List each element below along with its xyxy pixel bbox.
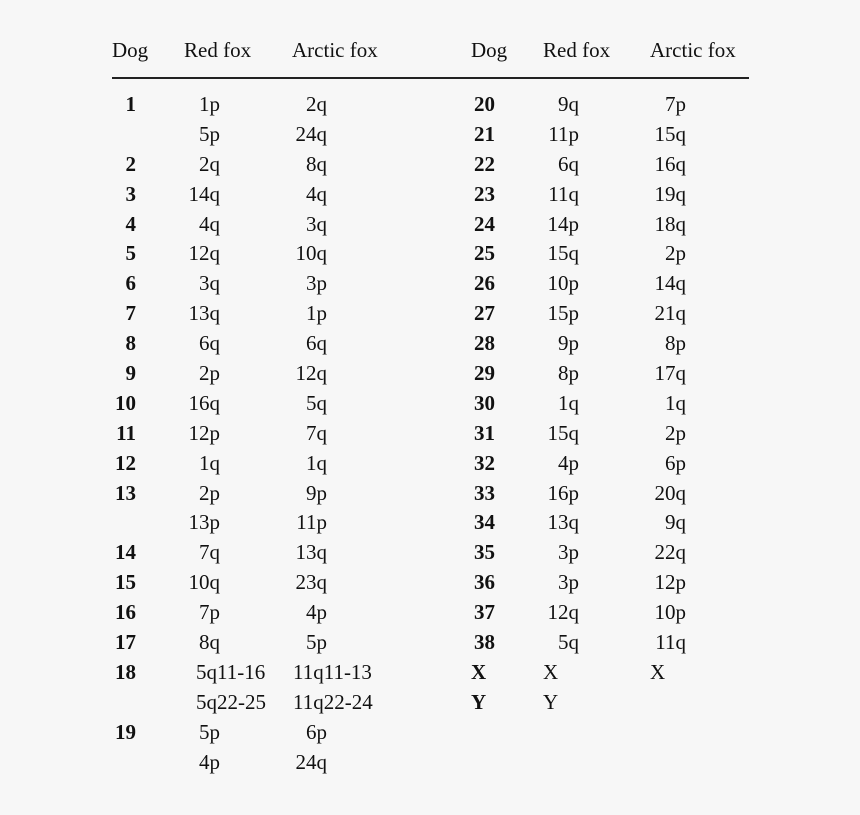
red-fox-chromosome: 2p — [199, 361, 220, 386]
table-row — [0, 329, 860, 359]
dog-chromosome: 14 — [115, 540, 136, 565]
table-row — [0, 449, 860, 479]
red-fox-chromosome: 16q — [188, 390, 220, 415]
red-fox-chromosome: 2q — [199, 151, 220, 176]
dog-chromosome: X — [471, 659, 487, 684]
table-row — [0, 419, 860, 449]
dog-chromosome: 35 — [474, 540, 495, 565]
red-fox-chromosome: 13q — [188, 301, 220, 326]
red-fox-chromosome: 12p — [188, 420, 220, 445]
arctic-fox-chromosome: 17q — [654, 361, 686, 386]
red-fox-chromosome: 15q — [547, 420, 579, 445]
arctic-fox-chromosome: 19q — [654, 181, 686, 206]
arctic-fox-chromosome: 6p — [306, 719, 327, 744]
dog-chromosome: 4 — [125, 211, 136, 236]
dog-chromosome: 13 — [115, 480, 136, 505]
red-fox-chromosome: 5q11-16 — [196, 659, 266, 684]
table-row — [0, 120, 860, 150]
dog-chromosome: 18 — [115, 659, 136, 684]
header-rule — [112, 77, 749, 79]
dog-chromosome: 12 — [115, 450, 136, 475]
dog-chromosome: 33 — [474, 480, 495, 505]
dog-chromosome: 6 — [125, 271, 136, 296]
red-fox-chromosome: 9p — [558, 331, 579, 356]
red-fox-chromosome: 8p — [558, 361, 579, 386]
table-row — [0, 299, 860, 329]
red-fox-chromosome: 3q — [199, 271, 220, 296]
red-fox-chromosome: 10q — [188, 570, 220, 595]
red-fox-chromosome: Y — [543, 689, 559, 714]
red-fox-chromosome: 6q — [199, 331, 220, 356]
dog-chromosome: 1 — [125, 92, 136, 116]
red-fox-chromosome: 3p — [558, 570, 579, 595]
arctic-fox-chromosome: 1q — [665, 390, 686, 415]
arctic-fox-chromosome: 11q — [655, 630, 686, 655]
dog-chromosome: 37 — [474, 600, 495, 625]
red-fox-chromosome: 12q — [188, 241, 220, 266]
dog-chromosome: 26 — [474, 271, 495, 296]
arctic-fox-chromosome: 23q — [295, 570, 327, 595]
red-fox-chromosome: 4p — [558, 450, 579, 475]
dog-chromosome: 8 — [125, 331, 136, 356]
red-fox-chromosome: X — [543, 659, 559, 684]
dog-chromosome: 16 — [115, 600, 136, 625]
table-row — [0, 180, 860, 210]
dog-chromosome: 17 — [115, 630, 136, 655]
arctic-fox-chromosome: 24q — [295, 749, 327, 774]
red-fox-chromosome: 13p — [188, 510, 220, 535]
table-row — [0, 359, 860, 389]
table-row — [0, 568, 860, 598]
table-row — [0, 628, 860, 658]
red-fox-chromosome: 15q — [547, 241, 579, 266]
arctic-fox-chromosome: 2p — [665, 420, 686, 445]
arctic-fox-chromosome: 3q — [306, 211, 327, 236]
dog-chromosome: 15 — [115, 570, 136, 595]
arctic-fox-chromosome: 5p — [306, 630, 327, 655]
dog-chromosome: 27 — [474, 301, 495, 326]
arctic-fox-chromosome: 3p — [306, 271, 327, 296]
red-fox-chromosome: 9q — [558, 92, 579, 116]
red-fox-chromosome: 12q — [547, 600, 579, 625]
dog-chromosome: 30 — [474, 390, 495, 415]
right-table-body — [0, 90, 860, 718]
arctic-fox-chromosome: 15q — [654, 121, 686, 146]
red-fox-chromosome: 11q — [548, 181, 579, 206]
dog-chromosome: 23 — [474, 181, 495, 206]
arctic-fox-chromosome: 20q — [654, 480, 686, 505]
dog-chromosome: 22 — [474, 151, 495, 176]
dog-chromosome: 36 — [474, 570, 495, 595]
dog-chromosome: 28 — [474, 331, 495, 356]
table-row — [0, 269, 860, 299]
dog-chromosome: 25 — [474, 241, 495, 266]
header-arctic-fox-left: Arctic fox — [292, 38, 378, 62]
dog-chromosome: 5 — [125, 241, 136, 266]
arctic-fox-chromosome: 7q — [306, 420, 327, 445]
arctic-fox-chromosome: 24q — [295, 121, 327, 146]
arctic-fox-chromosome: 18q — [654, 211, 686, 236]
table-row — [0, 688, 860, 718]
dog-chromosome: 32 — [474, 450, 495, 475]
table-row — [0, 479, 860, 509]
red-fox-chromosome: 11p — [548, 121, 579, 146]
dog-chromosome: 38 — [474, 630, 495, 655]
table-row — [0, 508, 860, 538]
dog-chromosome: 7 — [125, 301, 136, 326]
header-dog-left: Dog — [112, 38, 149, 62]
arctic-fox-chromosome: 22q — [654, 540, 686, 565]
table-row — [0, 538, 860, 568]
dog-chromosome: 2 — [125, 151, 136, 176]
table-row — [0, 389, 860, 419]
arctic-fox-chromosome: 6p — [665, 450, 686, 475]
table-row — [0, 598, 860, 628]
red-fox-chromosome: 5p — [199, 121, 220, 146]
arctic-fox-chromosome: 1p — [306, 301, 327, 326]
arctic-fox-chromosome: 12p — [654, 570, 686, 595]
header-red-fox-right: Red fox — [543, 38, 611, 62]
arctic-fox-chromosome: 10q — [295, 241, 327, 266]
arctic-fox-chromosome: 4p — [306, 600, 327, 625]
red-fox-chromosome: 4p — [199, 749, 220, 774]
header-red-fox-left: Red fox — [184, 38, 252, 62]
arctic-fox-chromosome: 5q — [306, 390, 327, 415]
red-fox-chromosome: 14p — [547, 211, 579, 236]
table-row — [0, 210, 860, 240]
arctic-fox-chromosome: 10p — [654, 600, 686, 625]
arctic-fox-chromosome: 12q — [295, 361, 327, 386]
red-fox-chromosome: 4q — [199, 211, 220, 236]
table-row — [0, 748, 860, 778]
arctic-fox-chromosome: 1q — [306, 450, 327, 475]
dog-chromosome: Y — [471, 689, 487, 714]
arctic-fox-chromosome: 9q — [665, 510, 686, 535]
arctic-fox-chromosome: X — [650, 659, 666, 684]
red-fox-chromosome: 2p — [199, 480, 220, 505]
table-row — [0, 150, 860, 180]
red-fox-chromosome: 1q — [199, 450, 220, 475]
arctic-fox-chromosome: 13q — [295, 540, 327, 565]
arctic-fox-chromosome: 6q — [306, 331, 327, 356]
arctic-fox-chromosome: 11q22-24 — [293, 689, 373, 714]
table-row — [0, 718, 860, 748]
header-dog-right: Dog — [471, 38, 508, 62]
dog-chromosome: 21 — [474, 121, 495, 146]
dog-chromosome: 3 — [125, 181, 136, 206]
dog-chromosome: 11 — [116, 420, 136, 445]
dog-chromosome: 29 — [474, 361, 495, 386]
arctic-fox-chromosome: 4q — [306, 181, 327, 206]
red-fox-chromosome: 10p — [547, 271, 579, 296]
red-fox-chromosome: 3p — [558, 540, 579, 565]
red-fox-chromosome: 7q — [199, 540, 220, 565]
arctic-fox-chromosome: 11p — [296, 510, 327, 535]
red-fox-chromosome: 15p — [547, 301, 579, 326]
red-fox-chromosome: 1q — [558, 390, 579, 415]
dog-chromosome: 10 — [115, 390, 136, 415]
arctic-fox-chromosome: 11q11-13 — [293, 659, 372, 684]
arctic-fox-chromosome: 16q — [654, 151, 686, 176]
arctic-fox-chromosome: 2q — [306, 92, 327, 116]
table-row — [0, 658, 860, 688]
red-fox-chromosome: 14q — [188, 181, 220, 206]
arctic-fox-chromosome: 8p — [665, 331, 686, 356]
dog-chromosome: 24 — [474, 211, 495, 236]
dog-chromosome: 31 — [474, 420, 495, 445]
red-fox-chromosome: 16p — [547, 480, 579, 505]
header-arctic-fox-right: Arctic fox — [650, 38, 736, 62]
arctic-fox-chromosome: 7p — [665, 92, 686, 116]
dog-chromosome: 20 — [474, 92, 495, 116]
red-fox-chromosome: 5q22-25 — [196, 689, 266, 714]
arctic-fox-chromosome: 8q — [306, 151, 327, 176]
arctic-fox-chromosome: 2p — [665, 241, 686, 266]
dog-chromosome: 19 — [115, 719, 136, 744]
table-row — [0, 90, 860, 120]
arctic-fox-chromosome: 14q — [654, 271, 686, 296]
arctic-fox-chromosome: 21q — [654, 301, 686, 326]
red-fox-chromosome: 8q — [199, 630, 220, 655]
red-fox-chromosome: 13q — [547, 510, 579, 535]
dog-chromosome: 34 — [474, 510, 495, 535]
red-fox-chromosome: 7p — [199, 600, 220, 625]
dog-chromosome: 9 — [125, 361, 136, 386]
red-fox-chromosome: 5p — [199, 719, 220, 744]
red-fox-chromosome: 6q — [558, 151, 579, 176]
arctic-fox-chromosome: 9p — [306, 480, 327, 505]
table-row — [0, 239, 860, 269]
red-fox-chromosome: 1p — [199, 92, 220, 116]
red-fox-chromosome: 5q — [558, 630, 579, 655]
